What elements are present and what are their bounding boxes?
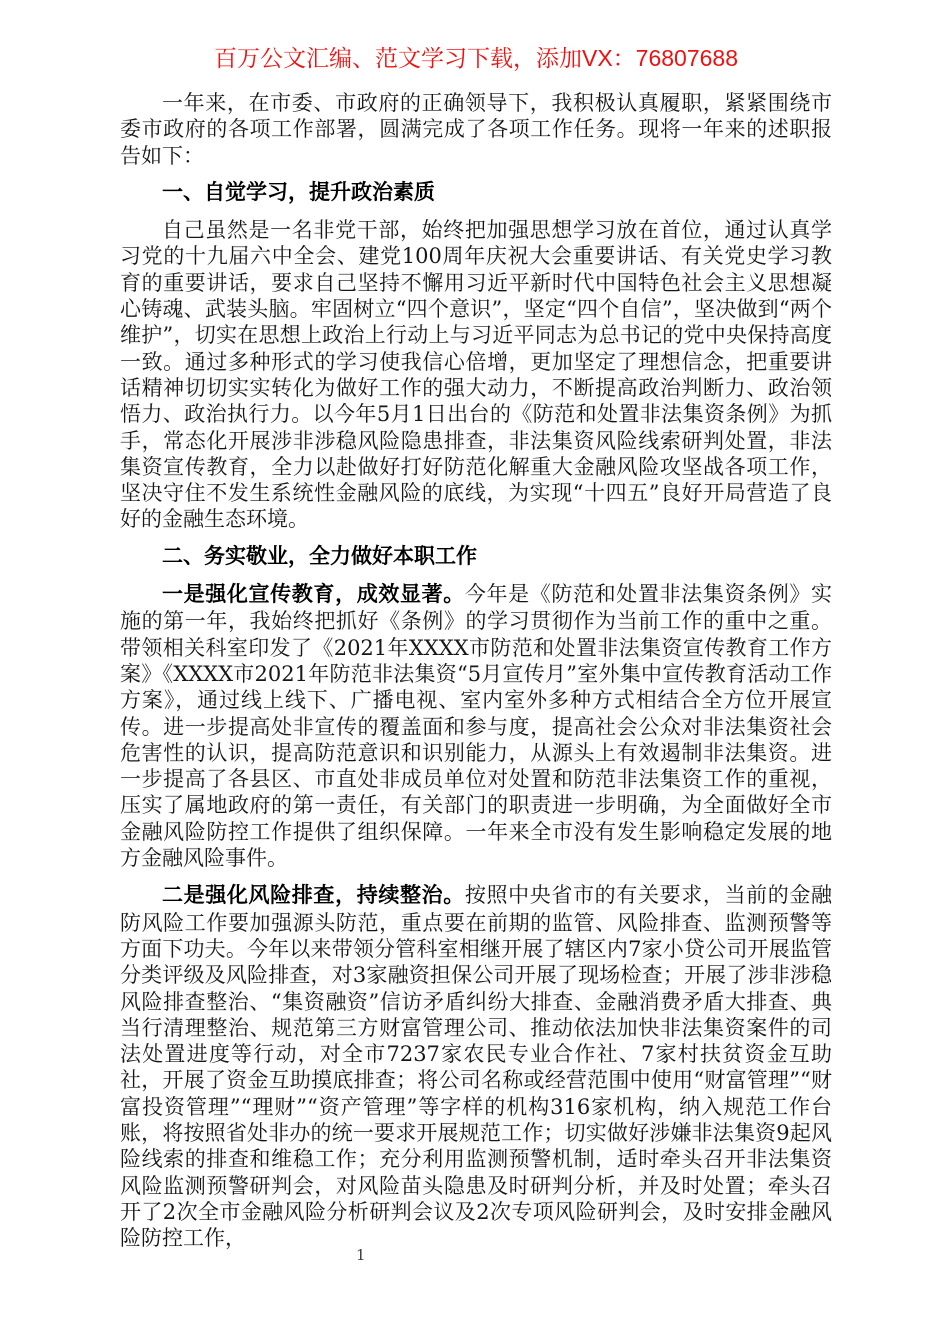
heading-section-1: 一、自觉学习，提升政治素质 bbox=[162, 180, 435, 204]
document-body bbox=[120, 90, 832, 1251]
heading-section-2: 二、务实敬业，全力做好本职工作 bbox=[162, 544, 477, 568]
paragraph-intro: 一年来，在市委、市政府的正确领导下，我积极认真履职，紧紧围绕市委市政府的各项工作部署，圆满完成了各项工作任务。现将一年来的述职报告如下： bbox=[120, 91, 832, 168]
paragraph-point-1-lead: 一是强化宣传教育，成效显著。 bbox=[162, 583, 465, 607]
paragraph-point-2 bbox=[120, 882, 832, 1251]
paragraph-point-2-lead: 二是强化风险排查，持续整治。 bbox=[162, 884, 465, 908]
paragraph-section-1: 自己虽然是一名非党干部，始终把加强思想学习放在首位，通过认真学习党的十九届六中全会、建党100周年庆祝大会重要讲话、有关党史学习教育的重要讲话，要求自己坚持不懈用习近平新时代中国特色社会主义思想凝心铸魂、武装头脑。牢固树立“四个意识”，坚定“四个自信”，坚决做到“两个维护”，切实在思想上政治上行动上与习近平同志为总书记的党中央保持高度一致。通过多种形式的学习使我信心倍增，更加坚定了理想信念，把重要讲话精神切切实实转化为做好工作的强大动力，不断提高政治判断力、政治领悟力、政治执行力。以今年5月1日出台的《防范和处置非法集资条例》为抓手，常态化开展涉非涉稳风险隐患排查，非法集资风险线索研判处置，非法集资宣传教育，全力以赴做好打好防范化解重大金融风险攻坚战各项工作，坚决守住不发生系统性金融风险的底线，为实现“十四五”良好开局营造了良好的金融生态环境。 bbox=[120, 218, 832, 532]
promo-header-text: 百万公文汇编、范文学习下载，添加VX：76807688 bbox=[213, 45, 738, 71]
paragraph-point-1 bbox=[120, 581, 832, 871]
paragraph-point-1-text: 今年是《防范和处置非法集资条例》实施的第一年，我始终把抓好《条例》的学习贯彻作为当前工作的重中之重。带领相关科室印发了《2021年XXXX市防范和处置非法集资宣传教育工作方案》《XXXX市2021年防范非法集资“5月宣传月”室外集中宣传教育活动工作方案》，通过线上线下、广播电视、室内室外多种方式相结合全方位开展宣传。进一步提高处非宣传的覆盖面和参与度，提高社会公众对非法集资社会危害性的认识，提高防范意识和识别能力，从源头上有效遏制非法集资。进一步提高了各县区、市直处非成员单位对处置和防范非法集资工作的重视，压实了属地政府的第一责任，有关部门的职责进一步明确，为全面做好全市金融风险防控工作提供了组织保障。一年来全市没有发生影响稳定发展的地方金融风险事件。 bbox=[120, 582, 833, 871]
page-number: 1 bbox=[356, 1246, 366, 1264]
paragraph-point-2-text: 按照中央省市的有关要求，当前的金融防风险工作要加强源头防范，重点要在前期的监管、风险排查、监测预警等方面下功夫。今年以来带领分管科室相继开展了辖区内7家小贷公司开展监管分类评级及风险排查，对3家融资担保公司开展了现场检查；开展了涉非涉稳风险排查整治、“集资融资”信访矛盾纠纷大排查、金融消费矛盾大排查、典当行清理整治、规范第三方财富管理公司、推动依法加快非法集资案件的司法处置进度等行动，对全市7237家农民专业合作社、7家村扶贫资金互助社，开展了资金互助摸底排查；将公司名称或经营范围中使用“财富管理”“财富投资管理”“理财”“资产管理”等字样的机构316家机构，纳入规范工作台账，将按照省处非办的统一要求开展规范工作；切实做好涉嫌非法集资9起风险线索的排查和维稳工作；充分利用监测预警机制，适时牵头召开非法集资风险监测预警研判会，对风险苗头隐患及时研判分析，并及时处置；牵头召开了2次全市金融风险分析研判会议及2次专项风险研判会，及时安排金融风险防控工作， bbox=[120, 883, 833, 1251]
